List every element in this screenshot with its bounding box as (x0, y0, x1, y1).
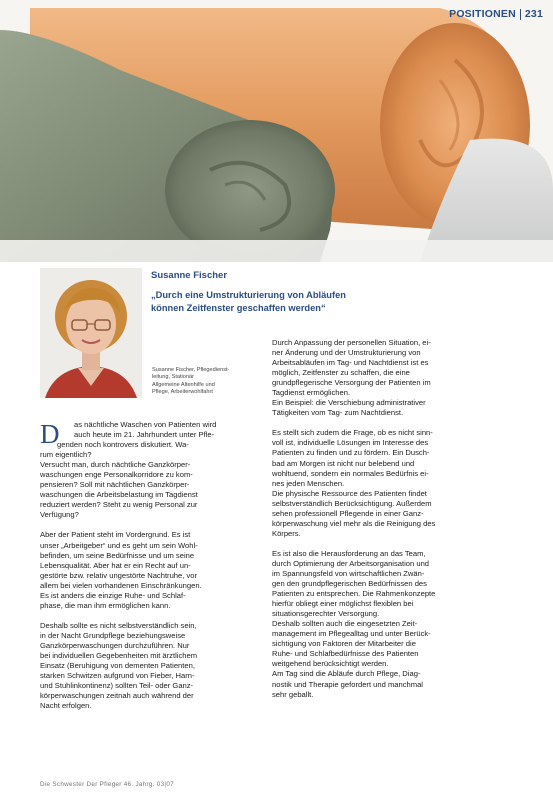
towels-photo (0, 0, 553, 262)
text-line: körperwaschungen zeitnah auch während der (40, 691, 194, 701)
section-title: POSITIONEN (449, 8, 516, 20)
text-line: as nächtliche Waschen von Patienten wird (74, 420, 217, 429)
text-line: phase, die man ihm ermöglichen kann. (40, 600, 171, 610)
text-line: wohltuend, sondern ein normales Bedürfnis ei- (272, 468, 429, 478)
text-line: waschungen enge Personalkorridore zu kom- (40, 470, 193, 480)
text-line: Ein Beispiel: die Verschiebung administrativer (272, 398, 426, 408)
text-line: bei individuellen Gegebenheiten mit ärztlichem (40, 650, 198, 660)
text-line: Durch Anpassung der personellen Situation, ei- (272, 338, 431, 347)
author-portrait (40, 268, 142, 398)
text-line: und Stuhlinkontinenz) sollten Teil- oder Ganz- (40, 681, 194, 691)
text-line: Ganzkörperwaschungen durchzuführen. Nur (40, 640, 190, 650)
drop-cap: D (40, 419, 60, 449)
text-line: weitgehend berücksichtigt werden. (272, 659, 389, 669)
text-line: Einsatz (Beruhigung von dementen Patienten, (40, 661, 195, 671)
text-line: Aber der Patient steht im Vordergrund. Es ist (40, 530, 191, 540)
text-line: Patienten zu finden und zu fördern. Ein Dusch- (272, 448, 430, 458)
text-line: im Spannungsfeld von wirtschaftlichen Zwän- (272, 568, 425, 578)
text-line: Ruhe- und Schlafbedürfnisse des Patienten (272, 649, 419, 659)
text-line: pensieren? Soll mit nächtlichen Ganzkörper- (40, 480, 190, 490)
text-line: Die physische Ressource des Patienten findet (272, 488, 427, 498)
text-line: Patienten zu entsprechen. Die Rahmenkonzepte (272, 589, 436, 599)
text-line: Am Tag sind die Abläufe durch Pflege, Diag- (272, 669, 421, 679)
text-line: sichtigung von Faktoren der Mitarbeiter die (272, 639, 416, 649)
paragraph (40, 420, 258, 520)
text-line: ner Änderung und der Umstrukturierung von (272, 348, 421, 358)
quote-line: können Zeitfenster geschaffen werden“ (151, 302, 326, 313)
text-line: Arbeitsabläufen im Tag- und Nachtdienst ist es (272, 358, 429, 368)
text-line: unser „Arbeitgeber“ und es geht um sein Wohl- (40, 540, 198, 550)
text-line: Es ist also die Herausforderung an das Team, (272, 548, 426, 558)
text-line: waschungen die Arbeitsbelastung im Tagdienst (40, 490, 198, 500)
paragraph (40, 530, 258, 610)
text-line: reduziert werden? Steht zu wenig Personal zur (40, 500, 198, 510)
text-line: auch heute im 21. Jahrhundert unter Pfle- (74, 430, 215, 440)
text-line: Körpers. (272, 528, 301, 538)
text-line: Es stellt sich zudem die Frage, ob es nicht sinn- (272, 428, 433, 438)
text-line: starken Schwitzen aufgrund von Fieber, Harn- (40, 671, 195, 681)
article-column-right (272, 338, 498, 710)
caption-line: leitung, Stationär (152, 374, 194, 381)
pull-quote (151, 289, 451, 314)
text-line: Verfügung? (40, 510, 79, 520)
text-line: möglich, Zeitfenster zu schaffen, die eine (272, 368, 410, 378)
header-divider (520, 9, 521, 20)
text-line: Tagdienst ermöglichen. (272, 388, 351, 398)
text-line: Nacht erfolgen. (40, 701, 92, 711)
page-footer: Die Schwester Der Pfleger 46. Jahrg. 03|07 (40, 781, 174, 788)
article-column-left (40, 420, 258, 721)
text-line: voll ist, individuelle Lösungen im Interesse des (272, 438, 429, 448)
text-line: nes jeden Menschen. (272, 478, 345, 488)
paragraph (272, 338, 498, 418)
text-line: sehen professionell Pflegende in einer Ganz- (272, 508, 424, 518)
text-line: Deshalb sollte es nicht selbstverständlich sein, (40, 620, 197, 630)
paragraph (272, 549, 498, 700)
portrait-caption (152, 367, 252, 396)
text-line: grundpflegerische Versorgung der Patienten im (272, 378, 431, 388)
text-line: allem bei vielen vorhandenen Einschränkungen. (40, 580, 202, 590)
text-line: Versucht man, durch nächtliche Ganzkörper- (40, 460, 191, 470)
text-line: Tätigkeiten vom Tag- zum Nachtdienst. (272, 408, 404, 418)
author-name: Susanne Fischer (151, 270, 228, 281)
caption-line: Pflege, Arbeiterwohlfahrt (152, 388, 213, 395)
text-line: situationsgerechter Versorgung. (272, 609, 380, 619)
text-line: nostik und Therapie gefordert und manchmal (272, 679, 423, 689)
text-line: durch Optimierung der Arbeitsorganisation und (272, 558, 430, 568)
towels-illustration (0, 0, 553, 262)
text-line: gen den grundpflegerischen Bedürfnissen des (272, 579, 427, 589)
text-line: genden noch kontrovers diskutiert. Wa- (57, 440, 189, 450)
text-line: befinden, um seine Bedürfnisse und um seine (40, 550, 195, 560)
text-line: hierfür obliegt einer möglichst flexiblen bei (272, 599, 414, 609)
text-line: bad am Morgen ist nicht nur belebend und (272, 458, 415, 468)
text-line: selbstverständlich Berücksichtigung. Außerdem (272, 498, 432, 508)
text-line: gestörte bzw. relativ ungestörte Nachtruhe, vor (40, 570, 198, 580)
text-line: management im Pflegealltag und unter Berück- (272, 629, 431, 639)
text-line: Lebensqualität. Aber hat er ein Recht auf un- (40, 560, 191, 570)
text-line: Es ist anders die einzige Ruhe- und Schlaf- (40, 590, 186, 600)
caption-line: Susanne Fischer, Pflegedienst- (152, 367, 230, 373)
text-line: in der Nacht Grundpflege beziehungsweise (40, 630, 186, 640)
page-header (449, 6, 543, 22)
quote-line: „Durch eine Umstrukturierung von Abläufen (151, 290, 346, 300)
text-line: Deshalb sollten auch die eingesetzten Zeit- (272, 619, 418, 629)
paragraph (272, 428, 498, 539)
text-line: körperwaschung viel mehr als die Reinigung des (272, 518, 436, 528)
paragraph (40, 621, 258, 711)
text-line: rum eigentlich? (40, 450, 92, 460)
portrait-illustration (40, 268, 142, 398)
text-line: sehr geballt. (272, 689, 314, 699)
page-number: 231 (524, 8, 543, 20)
caption-line: Allgemeine Altenhilfe und (152, 381, 215, 388)
